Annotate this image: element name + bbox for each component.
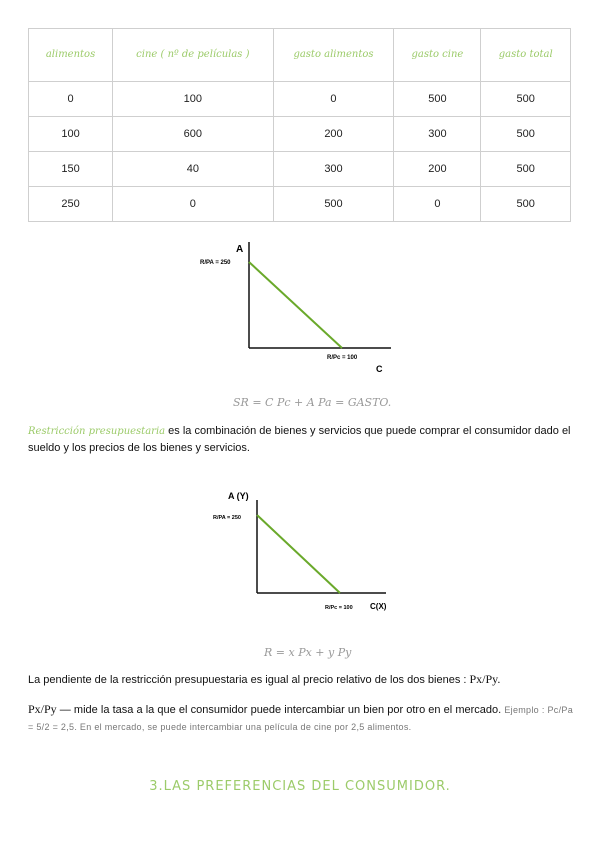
section-heading: 3.LAS PREFERENCIAS DEL CONSUMIDOR. [149, 779, 451, 794]
table-cell: 100 [29, 117, 113, 152]
x-intercept-label: R/Pc = 100 [327, 355, 358, 361]
table-cell: 200 [273, 117, 394, 152]
table-cell: 250 [29, 187, 113, 222]
table-cell: 500 [273, 187, 394, 222]
table-row [29, 152, 571, 187]
table-cell: 0 [113, 187, 274, 222]
y-intercept-label: R/PA = 250 [213, 515, 241, 521]
table-cell: 200 [394, 152, 481, 187]
table-cell: 500 [481, 82, 571, 117]
table-cell: 0 [273, 82, 394, 117]
formula: Px/Py. [469, 672, 501, 686]
x-axis-label: C(X) [370, 602, 387, 611]
table-cell: 40 [113, 152, 274, 187]
paragraph-slope [28, 671, 573, 689]
x-intercept-label: R/Pc = 100 [325, 605, 353, 611]
budget-line-graph-2 [206, 488, 396, 618]
term-highlight: Restricción presupuestaria [28, 426, 166, 437]
equation-2: R = x Px + y Py [264, 646, 352, 659]
budget-line [257, 515, 340, 593]
budget-line-graph-1 [196, 238, 406, 378]
paragraph-text: es la combinación de bienes y servicios que puede comprar el consumidor dado el sueldo y los precios de los bienes y servicios. [28, 425, 571, 454]
column-header: gasto alimentos [273, 29, 394, 82]
table-cell: 300 [273, 152, 394, 187]
table-cell: 600 [113, 117, 274, 152]
table-cell: 500 [481, 117, 571, 152]
column-header: gasto total [481, 29, 571, 82]
table-cell: 150 [29, 152, 113, 187]
column-header: alimentos [29, 29, 113, 82]
table-cell: 0 [394, 187, 481, 222]
y-intercept-label: R/PA = 250 [200, 260, 231, 266]
formula: Px/Py [28, 702, 57, 716]
y-axis-label: A [236, 244, 244, 255]
paragraph-budget-restriction [28, 423, 573, 457]
equation-1: SR = C Pc + A Pa = GASTO. [233, 396, 392, 409]
table-row [29, 117, 571, 152]
table-cell: 500 [481, 187, 571, 222]
example-text: Ejemplo : Pc/Pa = 5/2 = 2,5. En el mercado, se puede intercambiar una película de cine por 2,5 alimentos. [28, 705, 574, 732]
table-cell: 500 [394, 82, 481, 117]
table-row [29, 82, 571, 117]
x-axis-label: C [376, 364, 383, 374]
table-header-row [29, 29, 571, 82]
paragraph-text: La pendiente de la restricción presupuestaria es igual al precio relativo de los dos bienes : [28, 674, 470, 686]
budget-line [249, 262, 342, 348]
table-cell: 300 [394, 117, 481, 152]
column-header: cine ( nº de películas ) [113, 29, 274, 82]
table-cell: 500 [481, 152, 571, 187]
paragraph-text: — mide la tasa a la que el consumidor puede intercambiar un bien por otro en el mercado. [56, 704, 505, 716]
paragraph-rate [28, 701, 573, 736]
column-header: gasto cine [394, 29, 481, 82]
data-table [28, 28, 571, 222]
table-cell: 100 [113, 82, 274, 117]
table-cell: 0 [29, 82, 113, 117]
table-row [29, 187, 571, 222]
y-axis-label: A (Y) [228, 491, 249, 501]
